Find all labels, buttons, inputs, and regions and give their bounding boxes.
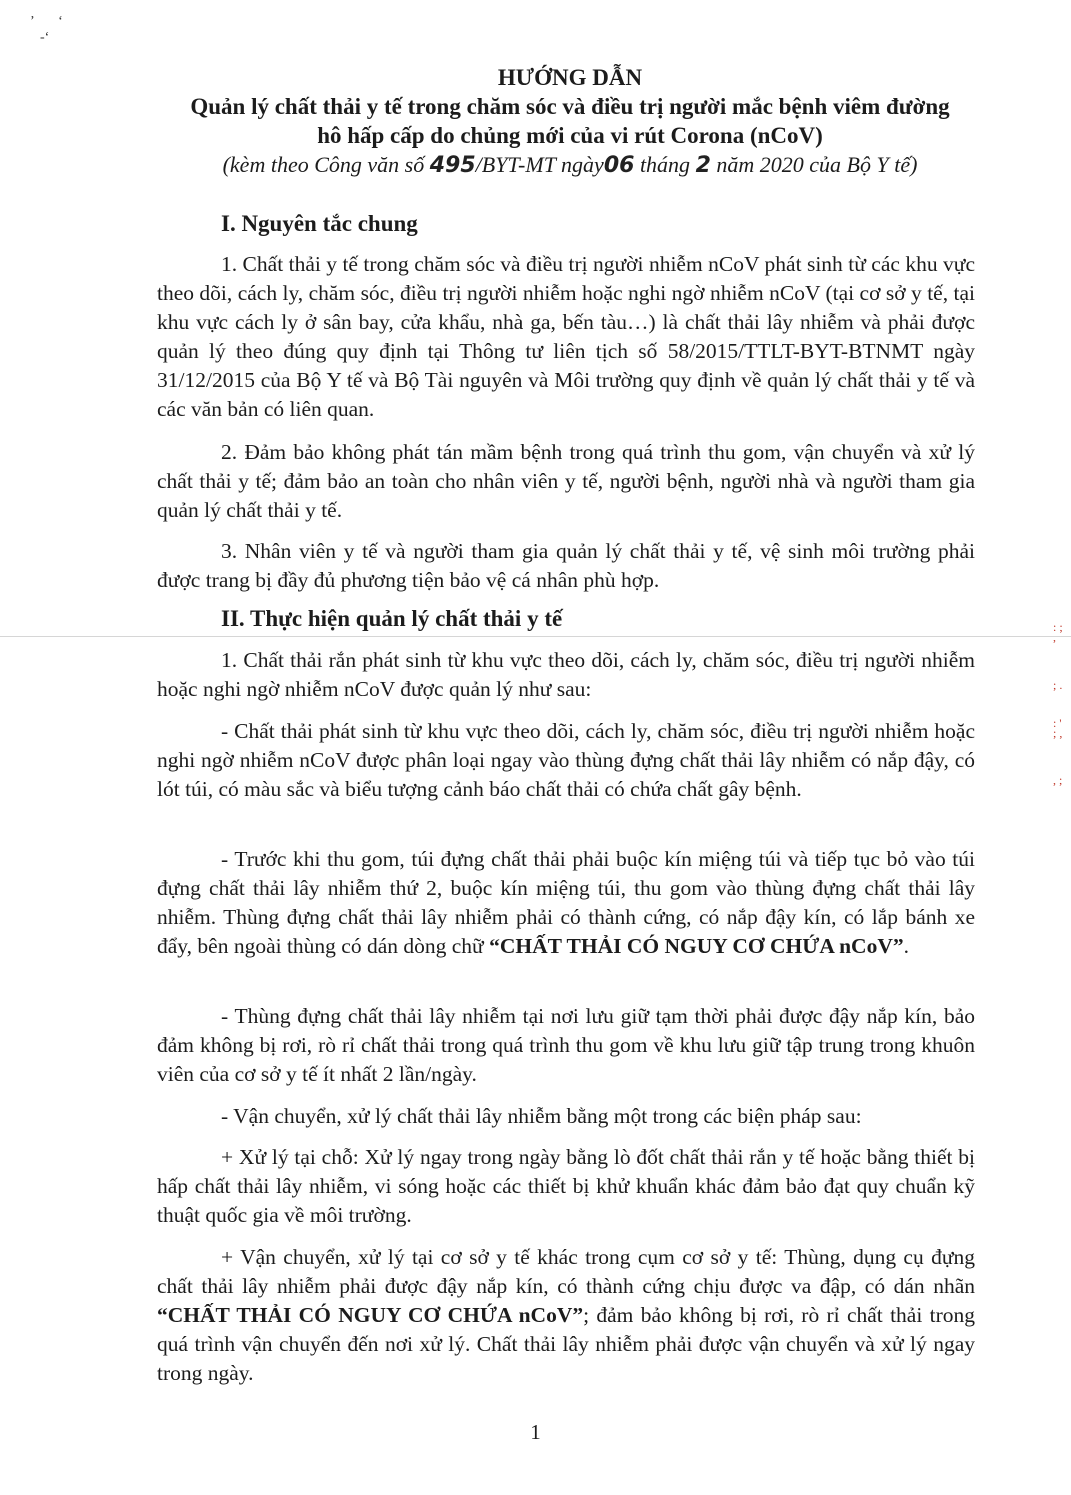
document-title: HƯỚNG DẪN xyxy=(497,65,643,90)
p3-text: - Trước khi thu gom, túi đựng chất thải phải buộc kín miệng túi và tiếp tục bỏ vào túi đựng chất thải lây nhiễm thứ 2, buộc kín miệng túi, thu gom vào thùng đựng chất thải lây nhiễm. Thùng đựng chất thải lây nhiễm phải có thành cứng, có nắp đậy kín, có lắp bánh xe đẩy, bên ngoài thùng có dán dòng chữ xyxy=(157,847,975,958)
section-2-heading: II. Thực hiện quản lý chất thải y tế xyxy=(221,606,563,631)
attachment-prefix: (kèm theo Công văn số xyxy=(222,152,430,177)
section-1-paragraph-2: 2. Đảm bảo không phát tán mầm bệnh trong quá trình thu gom, vận chuyển và xử lý chất thải y tế; đảm bảo an toàn cho nhân viên y tế, người bệnh, người nhà và người tham gia quản lý chất thải y tế. xyxy=(157,440,975,522)
p7-bold-warning: “CHẤT THẢI CÓ NGUY CƠ CHỨA nCoV” xyxy=(157,1303,584,1327)
section-2-paragraph-3 xyxy=(157,845,975,961)
section-2-paragraph-7 xyxy=(157,1243,975,1388)
document-subtitle-line-1: Quản lý chất thải y tế trong chăm sóc và điều trị người mắc bệnh viêm đường xyxy=(190,94,950,119)
section-2-paragraph-1: 1. Chất thải rắn phát sinh từ khu vực theo dõi, cách ly, chăm sóc, điều trị người nhiễm hoặc nghi ngờ nhiễm nCoV được quản lý như sau: xyxy=(157,648,975,701)
attachment-suffix: năm 2020 của Bộ Y tế) xyxy=(710,152,918,177)
section-1-paragraph-1: 1. Chất thải y tế trong chăm sóc và điều trị người nhiễm nCoV phát sinh từ các khu vực theo dõi, cách ly, chăm sóc, điều trị người nhiễm hoặc nghi ngờ nhiễm nCoV (tại cơ sở y tế, tại khu vực cách ly ở sân bay, cửa khẩu, nhà ga, bến tàu…) là chất thải lây nhiễm và phải được quản lý theo đúng quy định tại Thông tư liên tịch số 58/2015/TTLT-BYT-BTNMT ngày 31/12/2015 của Bộ Y tế và Bộ Tài nguyên và Môi trường quy định về quản lý chất thải y tế và các văn bản có liên quan. xyxy=(157,252,975,421)
p7-end: ; đảm bảo không bị rơi, rò rỉ chất thải trong quá trình vận chuyển đến nơi xử lý. Chất thải lây nhiễm phải được vận chuyển và xử lý ngay trong ngày. xyxy=(157,1303,975,1385)
section-2-paragraph-6: + Xử lý tại chỗ: Xử lý ngay trong ngày bằng lò đốt chất thải rắn y tế hoặc bằng thiết bị hấp chất thải lây nhiễm, vi sóng hoặc các thiết bị khử khuẩn khác đảm bảo đạt quy chuẩn kỹ thuật quốc gia về môi trường. xyxy=(157,1145,975,1227)
section-2-paragraph-5: - Vận chuyển, xử lý chất thải lây nhiễm bằng một trong các biện pháp sau: xyxy=(221,1104,862,1128)
attachment-note xyxy=(150,151,990,180)
handwritten-day: 06 xyxy=(603,153,635,178)
attachment-mid2: tháng xyxy=(634,152,696,177)
section-1-paragraph-3: 3. Nhân viên y tế và người tham gia quản lý chất thải y tế, vệ sinh môi trường phải được trang bị đầy đủ phương tiện bảo vệ cá nhân phù hợp. xyxy=(157,539,975,592)
document-subtitle-line-2: hô hấp cấp do chủng mới của vi rút Corona (nCoV) xyxy=(317,123,823,148)
page-number: 1 xyxy=(530,1420,541,1444)
p7-text: + Vận chuyển, xử lý tại cơ sở y tế khác trong cụm cơ sở y tế: Thùng, dụng cụ đựng chất thải lây nhiễm phải được đậy nắp kín, có thành cứng chịu được va đập, có dán nhãn xyxy=(157,1245,975,1298)
scan-mark: -‘ xyxy=(40,30,50,45)
red-seal-edge: , ; xyxy=(1053,773,1063,787)
attachment-mid1: /BYT-MT ngày xyxy=(475,152,604,177)
section-2-paragraph-2: - Chất thải phát sinh từ khu vực theo dõi, cách ly, chăm sóc, điều trị người nhiễm hoặc nghi ngờ nhiễm nCoV được phân loại ngay vào thùng đựng chất thải lây nhiễm có nắp đậy, có lót túi, có màu sắc và biểu tượng cảnh báo chất thải có chứa chất gây bệnh. xyxy=(157,719,975,801)
p3-bold-warning: “CHẤT THẢI CÓ NGUY CƠ CHỨA nCoV” xyxy=(489,934,904,958)
scan-fold-line xyxy=(0,636,1071,637)
handwritten-month: 2 xyxy=(695,153,711,178)
scan-mark: ’ ‘ xyxy=(30,14,63,29)
section-1-heading: I. Nguyên tắc chung xyxy=(221,211,418,236)
section-2-paragraph-4: - Thùng đựng chất thải lây nhiễm tại nơi lưu giữ tạm thời phải được đậy nắp kín, bảo đảm không bị rơi, rò rỉ chất thải trong quá trình thu gom về khu lưu giữ tập trung trong khuôn viên của cơ sở y tế ít nhất 2 lần/ngày. xyxy=(157,1004,975,1086)
p3-end: . xyxy=(903,934,909,958)
red-seal-edge: ; . xyxy=(1053,678,1063,692)
red-seal-edge: : ' ; , xyxy=(1053,716,1063,740)
handwritten-doc-number: 495 xyxy=(429,153,476,178)
red-seal-edge: : ; , xyxy=(1053,620,1063,644)
